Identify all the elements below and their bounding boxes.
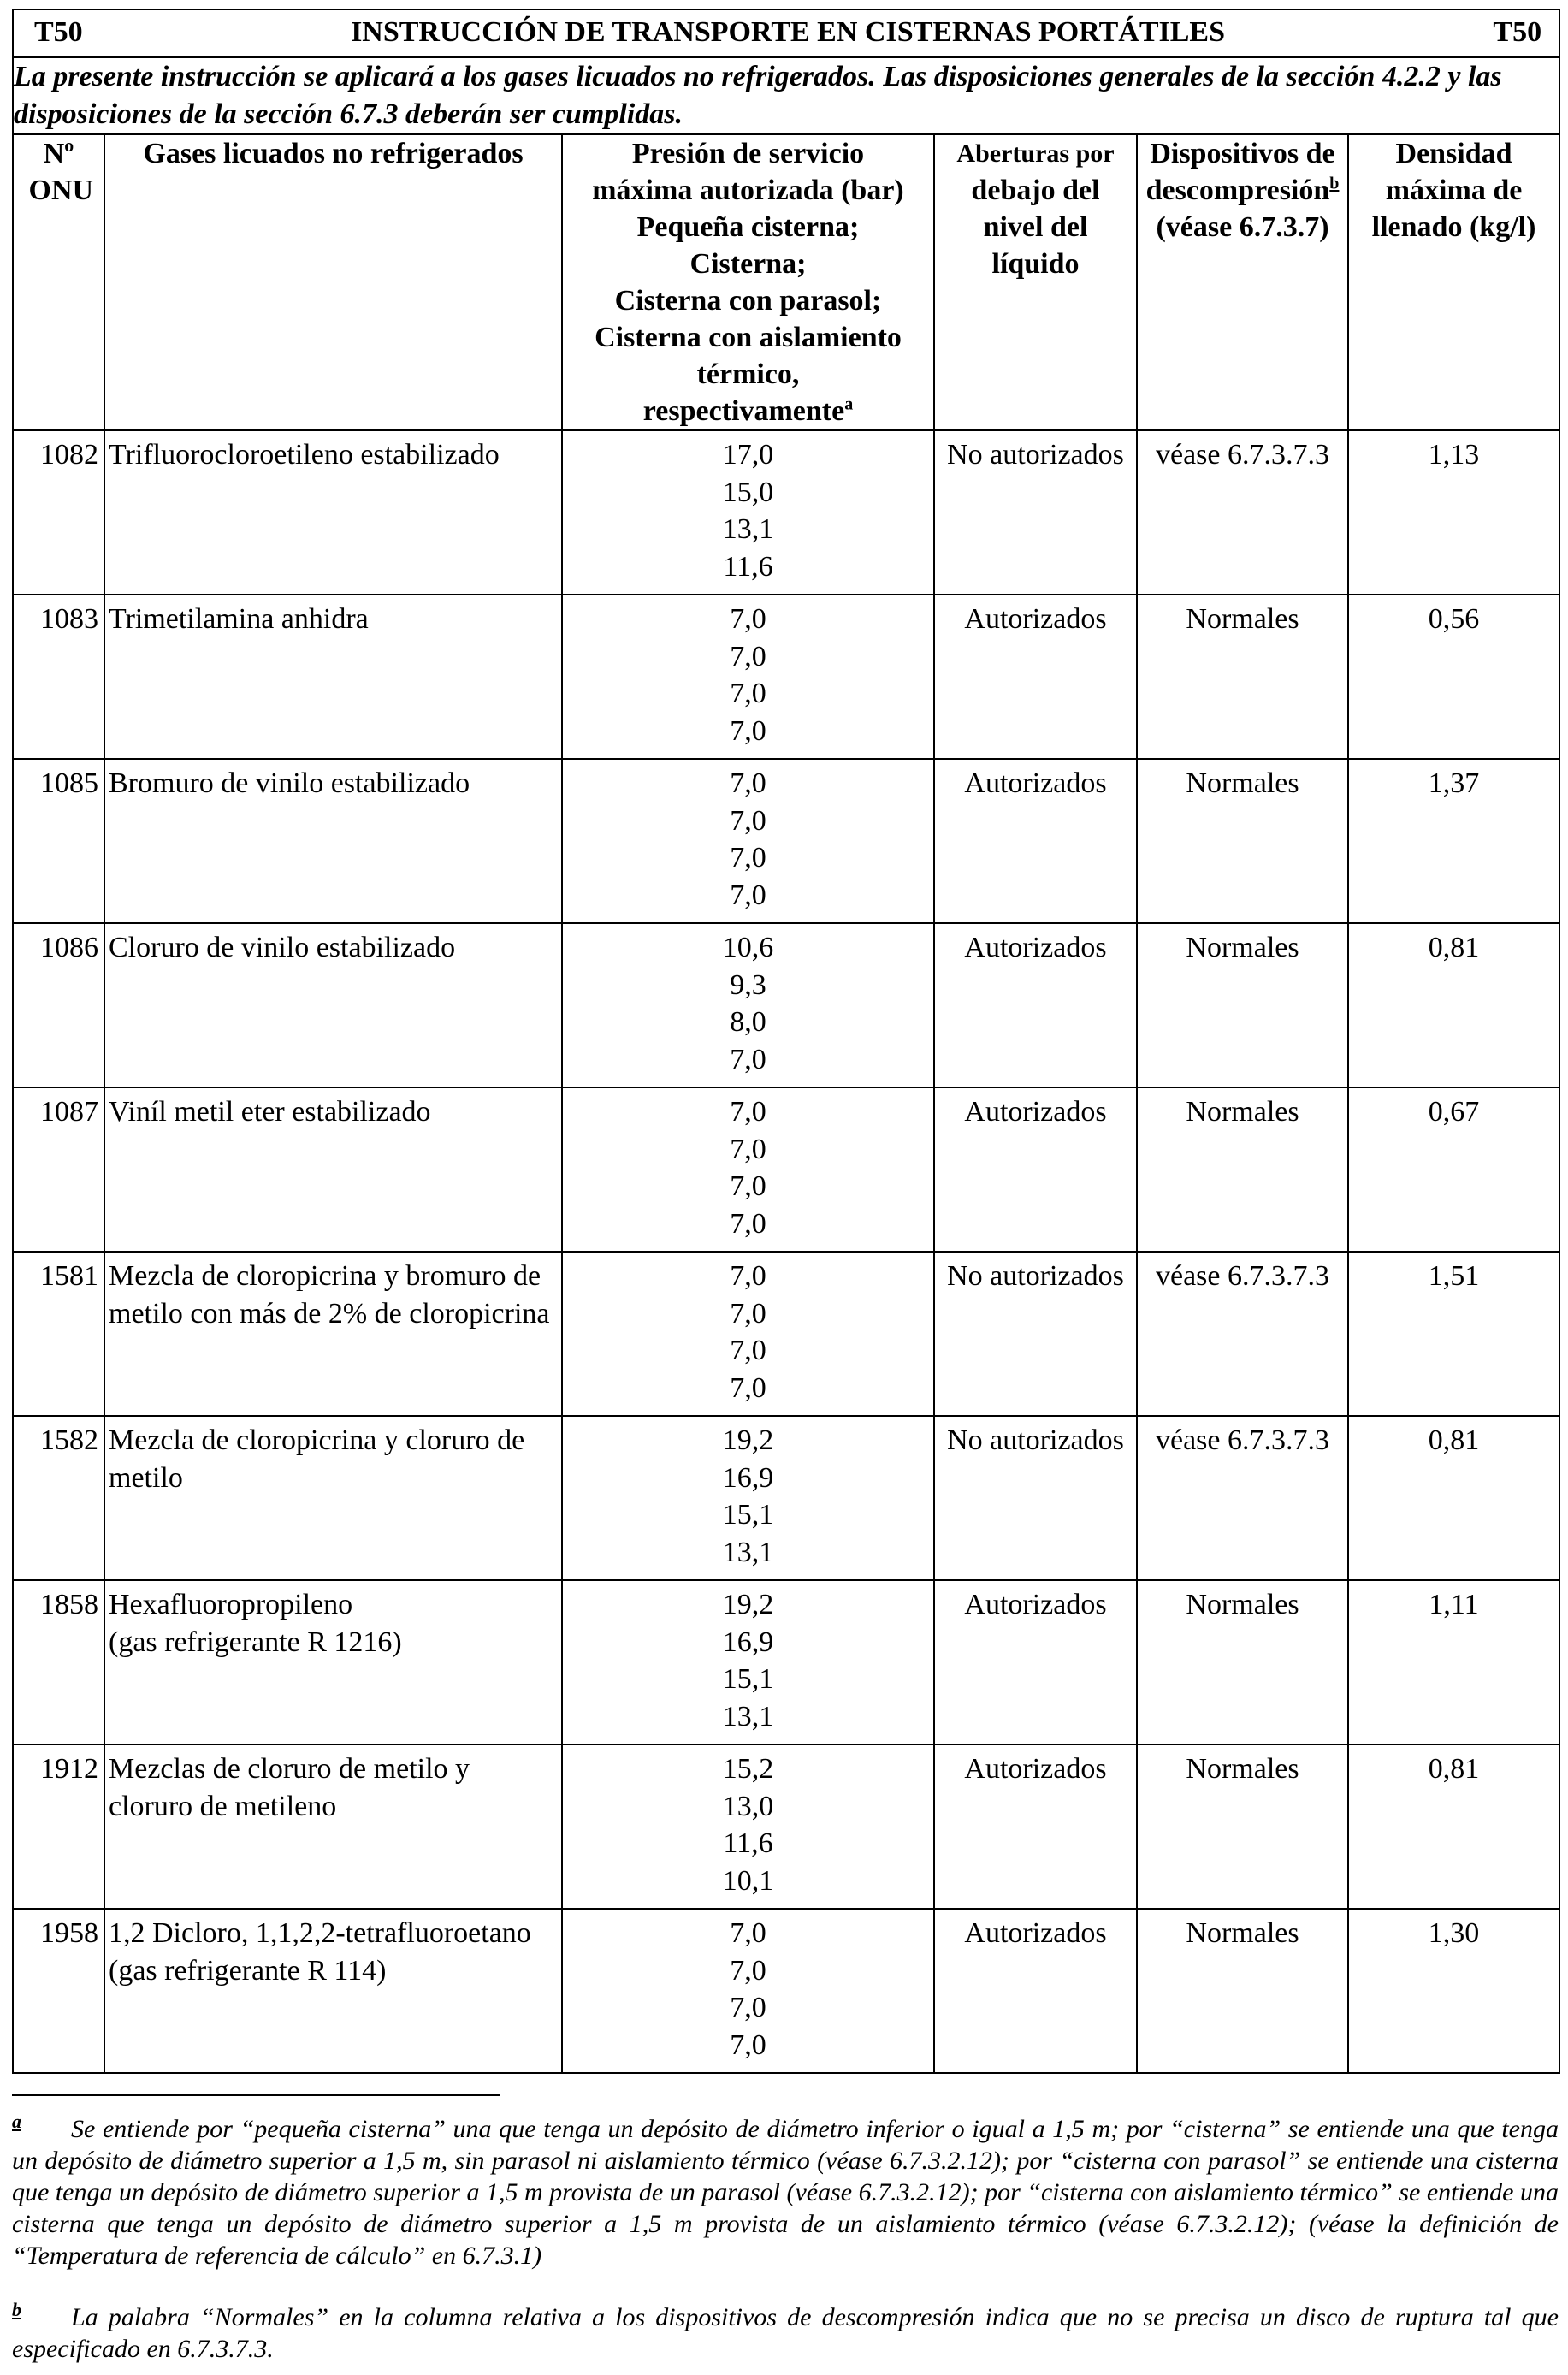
density-value: 0,56: [1348, 595, 1559, 759]
devices-value: Normales: [1137, 1087, 1348, 1252]
col-header-densidad: [1348, 134, 1559, 430]
gas-name: Cloruro de vinilo estabilizado: [109, 932, 456, 963]
pressure-value: 16,9: [722, 1626, 774, 1658]
onu-number: 1085: [13, 759, 104, 923]
pressure-value: 15,1: [722, 1499, 774, 1531]
table-row: [13, 1416, 1559, 1580]
openings-value: Autorizados: [934, 759, 1137, 923]
footnote-a: [12, 2113, 1559, 2271]
pressure-value: 7,0: [730, 603, 766, 635]
document-page: [12, 9, 1559, 2074]
pressure-value: 7,0: [730, 1954, 766, 1987]
pressure-value: 13,1: [722, 1700, 774, 1732]
gas-name-cell: [104, 1252, 562, 1416]
pressure-value: 7,0: [730, 678, 766, 709]
gas-name: Mezclas de cloruro de metilo y cloruro de metileno: [109, 1753, 470, 1822]
onu-number: 1087: [13, 1087, 104, 1252]
densidad-header-line: Densidad: [1395, 138, 1512, 169]
devices-value: véase 6.7.3.7.3: [1137, 1416, 1348, 1580]
openings-value: No autorizados: [934, 1416, 1137, 1580]
table-row: [13, 1744, 1559, 1909]
pressure-value: 15,1: [722, 1663, 774, 1695]
intro-row: [13, 57, 1559, 134]
gas-name-cell: [104, 1580, 562, 1744]
gas-name: Bromuro de vinilo estabilizado: [109, 767, 470, 799]
footnote-separator: [12, 2094, 500, 2096]
presion-header-line: Pequeña cisterna;: [636, 211, 860, 243]
dispositivos-header-last: (véase 6.7.3.7): [1156, 211, 1329, 243]
aberturas-header-line: nivel del: [983, 211, 1088, 243]
gas-name: Hexafluoropropileno: [109, 1589, 353, 1620]
table-row: [13, 430, 1559, 595]
pressure-value: 10,1: [722, 1864, 774, 1897]
onu-number: 1582: [13, 1416, 104, 1580]
pressure-cell: [562, 1909, 934, 2073]
pressure-value: 7,0: [730, 1917, 766, 1949]
col-header-onu: [13, 134, 104, 430]
aberturas-header-line: debajo del: [971, 175, 1100, 206]
table-row: [13, 1087, 1559, 1252]
presion-header-line: Cisterna con aislamiento: [595, 322, 902, 353]
col-header-presion: [562, 134, 934, 430]
pressure-value: 7,0: [730, 1207, 766, 1240]
aberturas-header-first: Aberturas por: [956, 139, 1115, 168]
col-header-dispositivos: [1137, 134, 1348, 430]
openings-value: Autorizados: [934, 1909, 1137, 2073]
col-header-onu-label: Nº ONU: [28, 138, 94, 206]
density-value: 1,51: [1348, 1252, 1559, 1416]
pressure-value: 7,0: [730, 879, 766, 911]
presion-header-line: máxima autorizada (bar): [592, 175, 904, 206]
gas-name: Trifluorocloroetileno estabilizado: [109, 439, 500, 471]
column-header-row: [13, 134, 1559, 430]
pressure-value: 7,0: [730, 1260, 766, 1292]
table-row: [13, 759, 1559, 923]
density-value: 0,81: [1348, 1744, 1559, 1909]
pressure-value: 11,6: [723, 1827, 773, 1859]
devices-value: Normales: [1137, 923, 1348, 1087]
gas-name: Mezcla de cloropicrina y cloruro de metilo: [109, 1424, 525, 1494]
dispositivos-header-first: Dispositivos de: [1150, 138, 1335, 169]
pressure-value: 7,0: [730, 714, 766, 747]
devices-value: véase 6.7.3.7.3: [1137, 1252, 1348, 1416]
density-value: 0,67: [1348, 1087, 1559, 1252]
density-value: 1,13: [1348, 430, 1559, 595]
col-header-aberturas: [934, 134, 1137, 430]
pressure-value: 7,0: [730, 1170, 766, 1202]
pressure-value: 7,0: [730, 1297, 766, 1330]
pressure-cell: [562, 1087, 934, 1252]
openings-value: Autorizados: [934, 1744, 1137, 1909]
footnote-b-text: La palabra “Normales” en la columna relativa a los dispositivos de descompresión indica que no se precisa un disco de ruptura tal que especificado en 6.7.3.7.3.: [12, 2303, 1559, 2363]
pressure-cell: [562, 595, 934, 759]
density-value: 1,11: [1348, 1580, 1559, 1744]
gas-name-cell: [104, 1087, 562, 1252]
density-value: 1,30: [1348, 1909, 1559, 2073]
table-row: [13, 1252, 1559, 1416]
densidad-header-lines: [1349, 135, 1559, 246]
pressure-cell: [562, 1416, 934, 1580]
table-row: [13, 595, 1559, 759]
title-row: [13, 9, 1559, 57]
pressure-value: 16,9: [722, 1461, 774, 1494]
gas-name: Trimetilamina anhidra: [109, 603, 369, 635]
gas-name-cell: [104, 1744, 562, 1909]
pressure-value: 7,0: [730, 767, 766, 799]
pressure-value: 13,1: [722, 513, 774, 545]
devices-value: Normales: [1137, 1580, 1348, 1744]
footnote-a-text: Se entiende por “pequeña cisterna” una que tenga un depósito de diámetro inferior o igual a 1,5 m; por “cisterna” se entiende una que tenga un depósito de diámetro superior a 1,5 m, sin parasol ni aislamiento térmico (véase 6.7.3.2.12); por “cisterna con parasol” se entiende una cisterna que tenga un depósito de diámetro superior a 1,5 m provista de un parasol (véase 6.7.3.2.12); por “cisterna con aislamiento térmico” se entiende una cisterna que tenga un depósito de diámetro superior a 1,5 m provista de un aislamiento térmico (véase 6.7.3.2.12); (véase la definición de “Temperatura de referencia de cálculo” en 6.7.3.1): [12, 2115, 1559, 2270]
pressure-value: 7,0: [730, 804, 766, 837]
footnote-a-mark: a: [12, 2111, 21, 2132]
pressure-value: 10,6: [722, 932, 774, 963]
pressure-value: 13,0: [722, 1790, 774, 1822]
onu-number: 1912: [13, 1744, 104, 1909]
openings-value: No autorizados: [934, 430, 1137, 595]
table-row: [13, 1580, 1559, 1744]
dispositivos-header-second: descompresión$^b$: [1145, 174, 1340, 206]
intro-text: La presente instrucción se aplicará a los gases licuados no refrigerados. Las disposiciones generales de la sección 4.2.2 y las disposiciones de la sección 6.7.3 deberán ser cumplidas.: [13, 57, 1559, 134]
pressure-value: 7,0: [730, 1043, 766, 1075]
pressure-value: 17,0: [722, 439, 774, 471]
onu-number: 1858: [13, 1580, 104, 1744]
onu-number: 1082: [13, 430, 104, 595]
presion-header-line: Cisterna con parasol;: [614, 285, 882, 317]
pressure-value: 15,2: [722, 1753, 774, 1785]
gas-name-cell: [104, 923, 562, 1087]
pressure-value: 7,0: [730, 1371, 766, 1404]
t50-table: [12, 9, 1560, 2074]
presion-header-line: térmico,: [696, 358, 800, 390]
onu-number: 1086: [13, 923, 104, 1087]
openings-value: Autorizados: [934, 1087, 1137, 1252]
footnote-b-mark: b: [12, 2299, 21, 2320]
footnote-ref-a: a: [844, 394, 854, 414]
pressure-value: 7,0: [730, 1133, 766, 1165]
presion-header-line: Presión de servicio: [631, 138, 865, 169]
pressure-value: 7,0: [730, 2029, 766, 2061]
onu-number: 1958: [13, 1909, 104, 2073]
pressure-cell: [562, 430, 934, 595]
instruction-title: INSTRUCCIÓN DE TRANSPORTE EN CISTERNAS PORTÁTILES: [351, 16, 1226, 48]
pressure-cell: [562, 1744, 934, 1909]
presion-header-lines: [563, 135, 933, 393]
pressure-value: 7,0: [730, 842, 766, 874]
gas-name-cell: [104, 759, 562, 923]
presion-header-last: respectivamente$^a$: [642, 394, 854, 427]
density-value: 0,81: [1348, 1416, 1559, 1580]
devices-value: véase 6.7.3.7.3: [1137, 430, 1348, 595]
footnote-b: [12, 2301, 1559, 2365]
pressure-value: 19,2: [722, 1424, 774, 1456]
title-cell: [13, 9, 1559, 57]
pressure-value: 7,0: [730, 1335, 766, 1366]
aberturas-header-line: líquido: [991, 248, 1080, 280]
gas-name-cell: [104, 1416, 562, 1580]
col-header-gases: Gases licuados no refrigerados: [104, 134, 562, 430]
onu-number: 1581: [13, 1252, 104, 1416]
pressure-cell: [562, 923, 934, 1087]
gas-name: Mezcla de cloropicrina y bromuro de metilo con más de 2% de cloropicrina: [109, 1260, 550, 1330]
openings-value: No autorizados: [934, 1252, 1137, 1416]
onu-number: 1083: [13, 595, 104, 759]
pressure-cell: [562, 1252, 934, 1416]
openings-value: Autorizados: [934, 1580, 1137, 1744]
openings-value: Autorizados: [934, 923, 1137, 1087]
footnote-ref-b: b: [1329, 174, 1340, 193]
gas-name-cell: [104, 1909, 562, 2073]
densidad-header-line: llenado (kg/l): [1371, 211, 1536, 243]
density-value: 1,37: [1348, 759, 1559, 923]
pressure-value: 19,2: [722, 1589, 774, 1620]
gas-name-note: (gas refrigerante R 1216): [109, 1626, 402, 1658]
gas-name: Viníl metil eter estabilizado: [109, 1096, 431, 1128]
table-row: [13, 1909, 1559, 2073]
pressure-value: 7,0: [730, 1992, 766, 2023]
aberturas-header-lines: [935, 172, 1136, 282]
gas-name-cell: [104, 430, 562, 595]
pressure-value: 8,0: [730, 1006, 766, 1038]
pressure-value: 7,0: [730, 640, 766, 672]
pressure-value: 9,3: [730, 968, 766, 1001]
presion-header-line: Cisterna;: [689, 248, 807, 280]
devices-value: Normales: [1137, 1744, 1348, 1909]
gas-name-cell: [104, 595, 562, 759]
instruction-code-left: T50: [34, 16, 83, 48]
pressure-value: 7,0: [730, 1096, 766, 1128]
pressure-value: 11,6: [723, 550, 773, 583]
pressure-value: 15,0: [722, 476, 774, 508]
pressure-value: 13,1: [722, 1536, 774, 1568]
table-body: [13, 430, 1559, 2073]
openings-value: Autorizados: [934, 595, 1137, 759]
pressure-cell: [562, 1580, 934, 1744]
pressure-cell: [562, 759, 934, 923]
density-value: 0,81: [1348, 923, 1559, 1087]
instruction-code-right: T50: [1493, 16, 1542, 48]
table-row: [13, 923, 1559, 1087]
devices-value: Normales: [1137, 595, 1348, 759]
devices-value: Normales: [1137, 759, 1348, 923]
devices-value: Normales: [1137, 1909, 1348, 2073]
densidad-header-line: máxima de: [1385, 175, 1523, 206]
gas-name: 1,2 Dicloro, 1,1,2,2-tetrafluoroetano (gas refrigerante R 114): [109, 1917, 531, 1987]
